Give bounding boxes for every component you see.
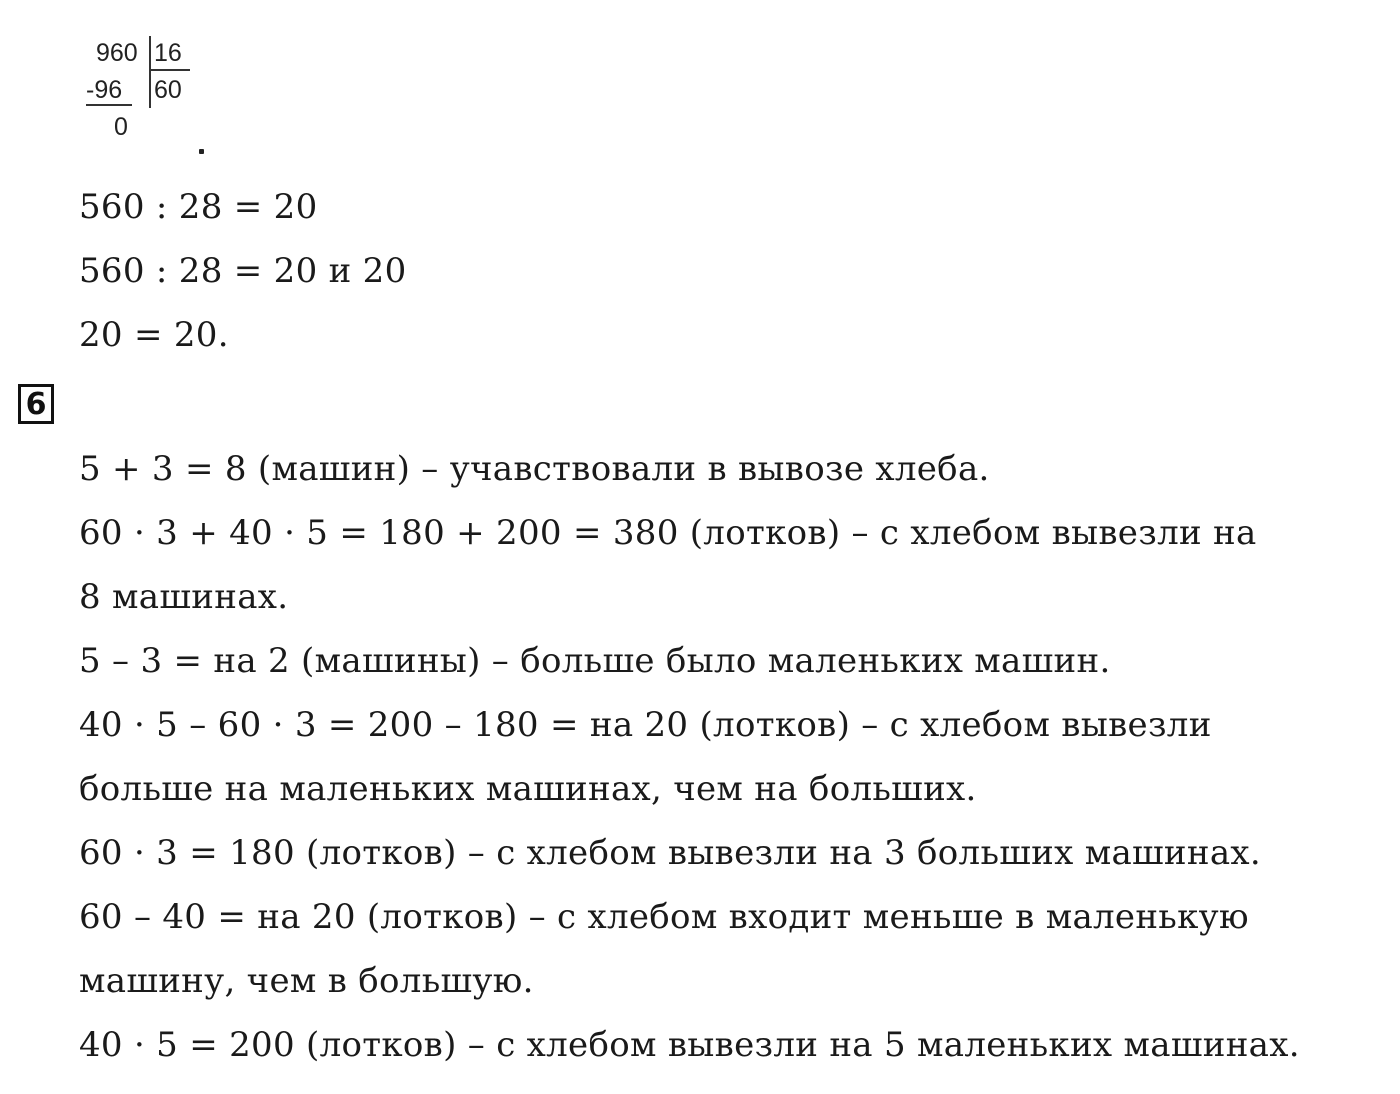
solution-line: 5 – 3 = на 2 (машины) – больше было маленьких машин. — [79, 641, 1111, 681]
division-divisor: 16 — [154, 39, 182, 67]
stray-dot — [199, 149, 204, 154]
solution-line: 40 · 5 – 60 · 3 = 200 – 180 = на 20 (лотков) – с хлебом вывезли — [79, 705, 1212, 745]
solution-line: машину, чем в большую. — [79, 961, 534, 1001]
check-line: 560 : 28 = 20 — [79, 187, 318, 227]
solution-line: 40 · 5 = 200 (лотков) – с хлебом вывезли на 5 маленьких машинах. — [79, 1025, 1300, 1065]
check-line: 20 = 20. — [79, 315, 229, 355]
division-vertical-bar — [149, 36, 151, 108]
division-quotient-bar — [150, 69, 190, 71]
task-number-badge: 6 — [18, 384, 54, 424]
division-subtraction-bar — [86, 104, 132, 106]
division-quotient: 60 — [154, 76, 182, 104]
division-dividend: 960 — [96, 39, 138, 67]
check-line: 560 : 28 = 20 и 20 — [79, 251, 407, 291]
solution-line: 60 – 40 = на 20 (лотков) – с хлебом входит меньше в маленькую — [79, 897, 1249, 937]
solution-line: 60 · 3 = 180 (лотков) – с хлебом вывезли на 3 больших машинах. — [79, 833, 1262, 873]
solution-line: 5 + 3 = 8 (машин) – учавствовали в вывозе хлеба. — [79, 449, 990, 489]
division-subtrahend: -96 — [86, 76, 123, 104]
solution-line: 60 · 3 + 40 · 5 = 180 + 200 = 380 (лотков) – с хлебом вывезли на — [79, 513, 1257, 553]
solution-line: больше на маленьких машинах, чем на больших. — [79, 769, 977, 809]
division-remainder: 0 — [114, 113, 128, 141]
solution-line: 8 машинах. — [79, 577, 289, 617]
long-division — [84, 36, 204, 146]
